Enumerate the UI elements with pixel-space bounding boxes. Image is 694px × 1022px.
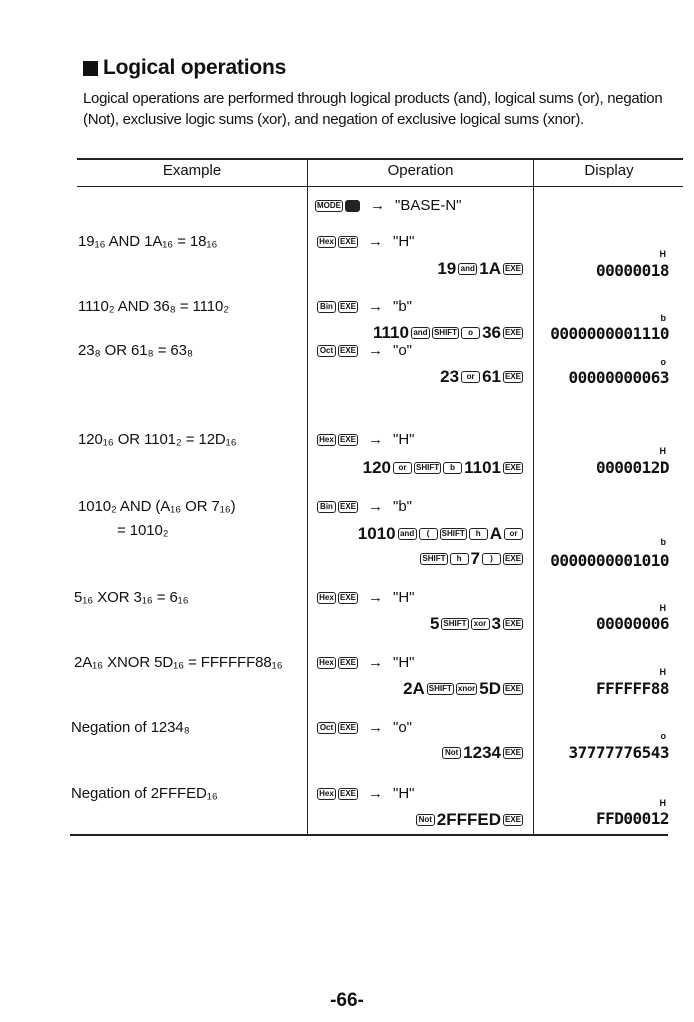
key-icon: ( (419, 528, 438, 540)
key-icon: ) (482, 553, 501, 565)
key-icon: EXE (504, 815, 521, 824)
key-icon: EXE (504, 463, 521, 472)
key-icon: Bin (317, 301, 336, 313)
bullet-square-icon (83, 61, 98, 76)
operation-line-2 (439, 367, 524, 387)
key-icon: SHIFT (433, 328, 458, 337)
mode-indicator: H (659, 667, 666, 677)
key-icon: Hex (317, 657, 336, 669)
column-divider-right (533, 158, 534, 835)
arrow-icon: → (368, 785, 384, 802)
operand: 1234 (463, 743, 501, 762)
operand: 1110 (373, 323, 409, 342)
key-icon: EXE (340, 722, 357, 732)
operand: 19 (437, 259, 457, 278)
operation-line-2 (415, 810, 524, 830)
table-top-rule (77, 158, 683, 160)
example-text: 1010₂ AND (A₁₆ OR 7₁₆) (78, 498, 236, 515)
operation-result: "o" (393, 719, 413, 736)
mode-indicator: o (660, 731, 666, 741)
operand: 2FFFED (436, 810, 501, 829)
key-icon: Hex (317, 592, 336, 604)
example-text: 23₈ OR 61₈ = 63₈ (78, 342, 194, 359)
mode-indicator: b (660, 313, 666, 323)
key-icon: Bin (317, 501, 336, 513)
operand: A (489, 524, 502, 543)
example-text: Negation of 1234₈ (71, 719, 190, 736)
arrow-icon: → (368, 589, 384, 606)
example-text: 2A₁₆ XNOR 5D₁₆ = FFFFFF88₁₆ (74, 654, 283, 671)
display-value: 37777776543 (568, 743, 669, 762)
example-text-continued: = 1010₂ (117, 522, 169, 539)
key-icon: EXE (504, 684, 521, 693)
key-icon: Hex (317, 788, 336, 800)
operation-line-1 (316, 431, 415, 448)
display-value: 00000018 (595, 261, 669, 280)
arrow-icon: → (368, 233, 384, 250)
operation-result: "H" (393, 589, 415, 606)
key-icon: and (411, 327, 430, 339)
arrow-icon: → (368, 298, 384, 315)
example-text: 120₁₆ OR 1101₂ = 12D₁₆ (78, 431, 237, 448)
key-icon: EXE (340, 788, 357, 798)
operand: 5D (479, 679, 501, 698)
setup-result: "BASE-N" (395, 197, 462, 214)
example-text: 5₁₆ XOR 3₁₆ = 6₁₆ (74, 589, 189, 606)
key-icon: EXE (340, 301, 357, 311)
key-icon: Hex (317, 236, 336, 248)
header-display: Display (584, 162, 634, 179)
key-icon: EXE (504, 619, 521, 628)
key-icon: SHIFT (443, 619, 467, 628)
operand: 1A (479, 259, 501, 278)
operation-line-1 (316, 589, 415, 606)
key-icon: h (469, 528, 488, 540)
key-icon: EXE (504, 748, 521, 757)
operation-result: "H" (393, 785, 415, 802)
operand: 1010 (357, 524, 396, 543)
operation-line-1 (316, 719, 412, 736)
key-icon: EXE (340, 345, 357, 355)
key-icon: Not (416, 814, 435, 826)
operation-result: "o" (393, 342, 413, 359)
operation-result: "H" (393, 431, 415, 448)
key-icon: EXE (340, 434, 357, 444)
display-value: 00000006 (595, 614, 669, 633)
arrow-icon: → (370, 197, 385, 214)
header-example: Example (162, 162, 222, 179)
operation-result: "H" (393, 233, 415, 250)
header-underline (77, 186, 683, 187)
operation-line-1 (316, 233, 415, 250)
display-value: 0000012D (595, 458, 669, 477)
key-icon: EXE (504, 372, 521, 381)
column-divider-left (307, 158, 308, 835)
operation-line-2 (429, 614, 524, 634)
key-icon: EXE (340, 501, 357, 511)
operand: 2A (403, 679, 425, 698)
table-bottom-rule (70, 834, 668, 836)
display-value: 0000000001010 (550, 551, 669, 570)
operation-result: "b" (393, 298, 413, 315)
key-icon: Hex (317, 434, 336, 446)
key-icon: Oct (317, 345, 336, 357)
operand: 120 (362, 458, 391, 477)
operand: 7 (470, 549, 480, 568)
key-icon: Oct (317, 722, 336, 734)
display-value: 0000000001110 (550, 324, 669, 343)
operation-line-1 (316, 498, 412, 515)
key-icon: SHIFT (441, 529, 465, 538)
operation-line-1 (316, 785, 415, 802)
header-operation: Operation (387, 162, 454, 179)
arrow-icon: → (368, 654, 384, 671)
display-value: FFFFFF88 (595, 679, 669, 698)
key-icon: or (393, 462, 412, 474)
mode-indicator: o (660, 357, 666, 367)
operand: 36 (482, 323, 501, 342)
mode-indicator: H (659, 446, 666, 456)
key-icon: EXE (504, 554, 521, 563)
key-icon: or (461, 371, 480, 383)
operand: 61 (482, 367, 501, 386)
intro-paragraph: Logical operations are performed through logical products (and), logical sums (or), negation (Not), exclusive logic sums (xor), and negation of exclusive logical sums (xnor). (83, 90, 663, 128)
key-icon: EXE (340, 657, 357, 667)
operation-line-2 (441, 743, 524, 763)
arrow-icon: → (368, 342, 384, 359)
mode-indicator: H (659, 798, 666, 808)
setup-operation (314, 197, 462, 214)
key-icon: o (461, 327, 480, 339)
operation-result: "H" (393, 654, 415, 671)
operand: 5 (429, 614, 440, 633)
operation-line-2 (372, 323, 524, 343)
minus-key-icon (345, 200, 360, 212)
mode-key-icon: MODE (317, 200, 341, 210)
key-icon: EXE (340, 592, 357, 602)
example-text: 1110₂ AND 36₈ = 1110₂ (78, 298, 230, 315)
operation-line-2 (436, 259, 524, 279)
key-icon: SHIFT (415, 463, 440, 472)
display-value: 00000000063 (568, 368, 669, 387)
key-icon: h (450, 553, 469, 565)
example-text: Negation of 2FFFED₁₆ (71, 785, 218, 802)
operand: 3 (491, 614, 501, 633)
page-number: -66- (330, 990, 364, 1011)
key-icon: EXE (340, 236, 357, 246)
operand: 1101 (464, 458, 501, 477)
arrow-icon: → (368, 431, 384, 448)
key-icon: SHIFT (428, 684, 452, 693)
key-icon: and (398, 528, 417, 540)
operation-line-3 (419, 549, 524, 569)
arrow-icon: → (368, 719, 384, 736)
operation-line-1 (316, 342, 412, 359)
section-title: Logical operations (103, 56, 287, 79)
key-icon: xor (471, 618, 490, 630)
operation-line-2 (402, 679, 524, 699)
mode-indicator: H (659, 249, 666, 259)
operation-line-1 (316, 298, 412, 315)
key-icon: and (458, 263, 477, 275)
key-icon: or (504, 528, 523, 540)
section-heading (83, 56, 286, 80)
key-icon: EXE (504, 328, 521, 337)
operation-line-2 (362, 458, 524, 478)
key-icon: EXE (504, 264, 521, 273)
mode-indicator: b (660, 537, 666, 547)
key-icon: xnor (457, 684, 476, 693)
mode-indicator: H (659, 603, 666, 613)
key-icon: Not (442, 747, 461, 759)
example-text: 19₁₆ AND 1A₁₆ = 18₁₆ (78, 233, 218, 250)
operand: 23 (440, 367, 460, 386)
arrow-icon: → (368, 498, 384, 515)
key-icon: b (443, 462, 462, 474)
operation-line-1 (316, 654, 415, 671)
operation-result: "b" (393, 498, 413, 515)
key-icon: SHIFT (422, 554, 446, 563)
operation-line-2 (357, 524, 524, 544)
display-value: FFD00012 (595, 809, 669, 828)
